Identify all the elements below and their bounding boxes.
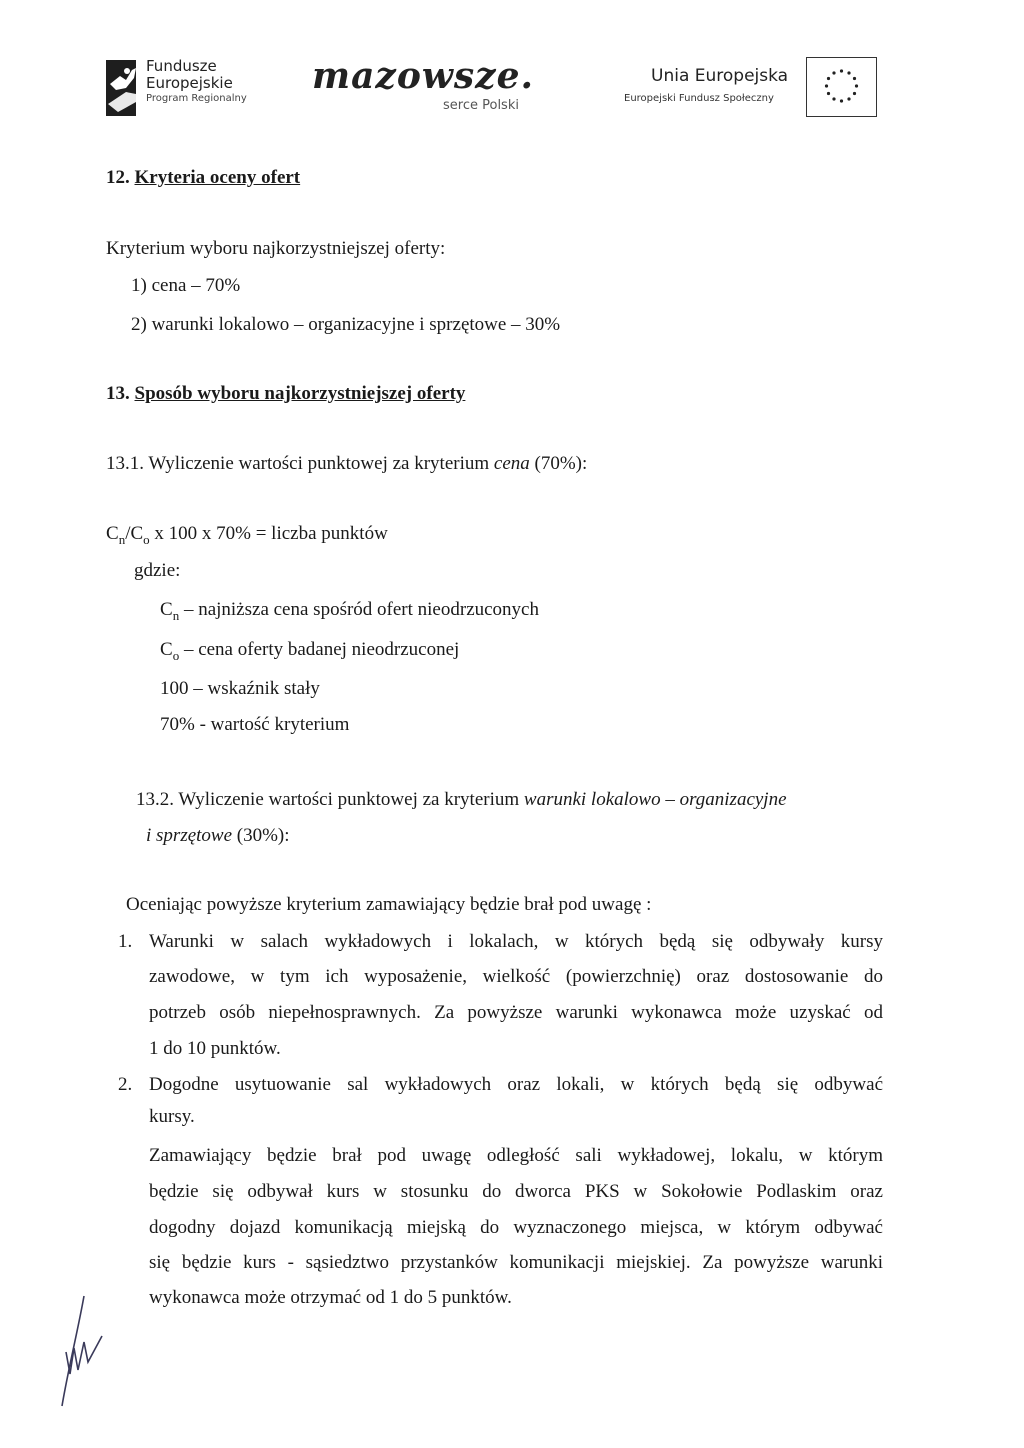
paragraph-line-2: będzie się odbywał kurs w stosunku do dworca PKS w Sokołowie Podlaskim oraz (149, 1181, 883, 1202)
fundusze-europejskie-icon (106, 58, 140, 118)
mazowsze-logo (312, 56, 582, 118)
ue-line2: Europejski Fundusz Społeczny (624, 93, 774, 104)
definition-cn: $C_n$ – najniższa cena spośród ofert nieodrzuconych (160, 599, 539, 623)
point-2-line-1: Dogodne usytuowanie sal wykładowych oraz lokali, w których będą się odbywać (149, 1074, 883, 1095)
unia-europejska-logo (624, 66, 804, 116)
mazowsze-subtitle: serce Polski (443, 98, 519, 113)
mazowsze-wordmark: mazowsze. (312, 55, 535, 97)
s132-head2-post: (30%): (232, 825, 290, 846)
formula: $C_n/C_o$ x 100 x 70% = liczba punktów (106, 523, 388, 547)
ue-line1: Unia Europejska (651, 66, 789, 86)
definition-co: $C_o$ – cena oferty badanej nieodrzuconej (160, 639, 460, 663)
paragraph-line-5: wykonawca może otrzymać od 1 do 5 punktów. (149, 1287, 512, 1308)
definition-co-text: – cena oferty badanej nieodrzuconej (179, 639, 460, 660)
s132-head-italic: warunki lokalowo – organizacyjne (523, 789, 787, 810)
section-12-title: Kryteria oceny ofert (134, 167, 301, 188)
paragraph-line-4: się będzie kurs - sąsiedztwo przystanków komunikacji miejskiej. Za powyższe warunki (149, 1252, 883, 1273)
point-1-line-4: 1 do 10 punktów. (149, 1038, 281, 1059)
criteria-intro: Kryterium wyboru najkorzystniejszej oferty: (106, 238, 446, 259)
point-1-line-2: zawodowe, w tym ich wyposażenie, wielkość (powierzchnię) oraz dostosowanie do (149, 966, 883, 987)
s131-head-post: (70%): (529, 453, 588, 474)
handwritten-initials (44, 1290, 114, 1410)
point-1-line-1: Warunki w salach wykładowych i lokalach, w których będą się odbywały kursy (149, 931, 883, 952)
s132-head2-italic: i sprzętowe (146, 825, 233, 846)
gdzie-label: gdzie: (134, 560, 181, 581)
definition-cn-text: – najniższa cena spośród ofert nieodrzuconych (179, 599, 539, 620)
definition-70: 70% - wartość kryterium (160, 714, 350, 735)
definition-100: 100 – wskaźnik stały (160, 678, 320, 699)
s132-head-pre: 13.2. Wyliczenie wartości punktowej za kryterium (136, 789, 524, 810)
evaluation-intro: Oceniając powyższe kryterium zamawiający będzie brał pod uwagę : (126, 894, 652, 915)
point-2-number: 2. (118, 1074, 133, 1095)
fundusze-europejskie-logo (106, 58, 281, 118)
s131-head-pre: 13.1. Wyliczenie wartości punktowej za kryterium (106, 453, 494, 474)
section-12-number: 12. (106, 167, 130, 188)
formula-text: x 100 x 70% = liczba punktów (149, 523, 388, 544)
paragraph-line-1: Zamawiający będzie brał pod uwagę odległość sali wykładowej, lokalu, w którym (149, 1145, 883, 1166)
subsection-13-2-heading-line2 (146, 824, 290, 848)
fe-line2: Europejskie (146, 74, 233, 92)
fe-line1: Fundusze (146, 57, 217, 75)
point-2-line-2: kursy. (149, 1106, 195, 1127)
subsection-13-2-heading (136, 788, 787, 812)
section-13-title: Sposób wyboru najkorzystniejszej oferty (134, 383, 466, 404)
eu-flag-icon (806, 57, 877, 117)
point-1-line-3: potrzeb osób niepełnosprawnych. Za powyższe warunki wykonawca może uzyskać od (149, 1002, 883, 1023)
point-1-number: 1. (118, 931, 133, 952)
s131-head-italic: cena (493, 453, 530, 474)
fe-line3: Program Regionalny (146, 93, 247, 104)
section-12-heading (106, 166, 300, 190)
subsection-13-1-heading (106, 452, 587, 476)
paragraph-line-3: dogodny dojazd komunikacją miejską do wyznaczonego miejsca, w którym odbywać (149, 1217, 883, 1238)
criteria-item-2: 2) warunki lokalowo – organizacyjne i sprzętowe – 30% (131, 314, 561, 335)
section-13-heading (106, 382, 465, 406)
criteria-item-1: 1) cena – 70% (131, 275, 241, 296)
section-13-number: 13. (106, 383, 130, 404)
